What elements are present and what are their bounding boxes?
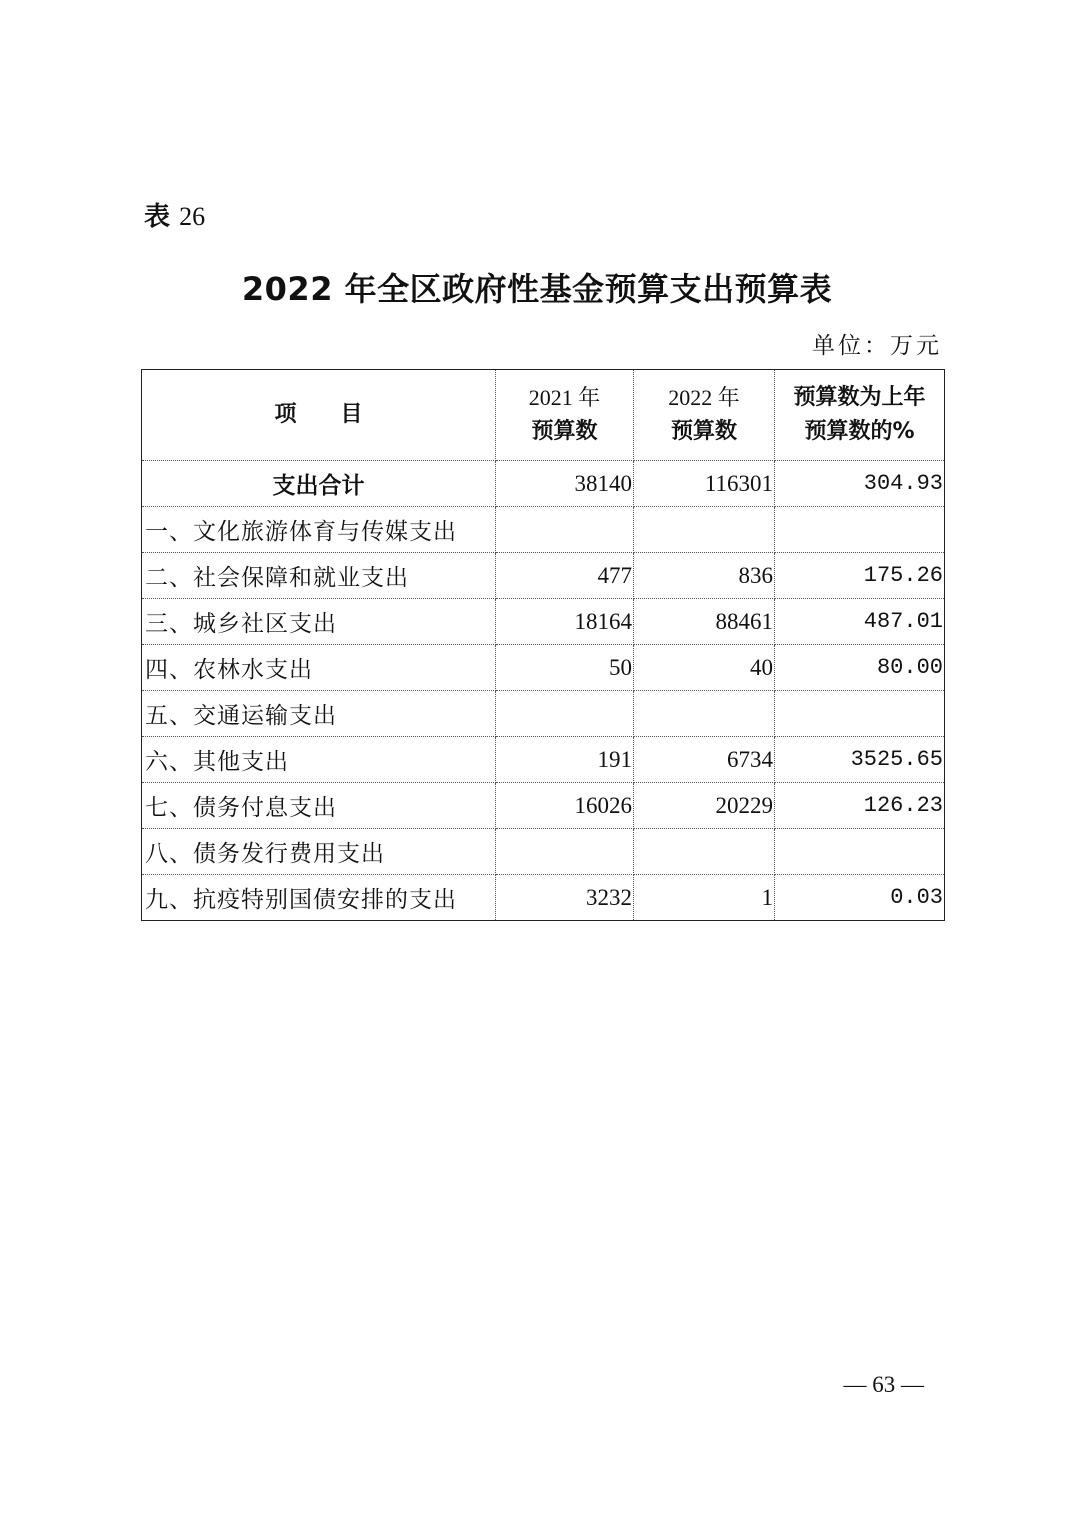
unit-label: 单位：万元 — [812, 333, 942, 359]
row-2022: 40 — [634, 645, 775, 691]
row-2022 — [634, 691, 775, 737]
page-number: — 63 — — [843, 1372, 924, 1397]
row-2021: 3232 — [496, 875, 634, 921]
header-2022-year: 2022 年 — [668, 385, 740, 410]
row-ratio: 487.01 — [775, 599, 945, 645]
table-row — [142, 599, 945, 645]
row-name: 七、债务付息支出 — [142, 783, 496, 829]
row-ratio: 80.00 — [775, 645, 945, 691]
row-2021: 16026 — [496, 783, 634, 829]
row-name: 二、社会保障和就业支出 — [142, 553, 496, 599]
header-ratio-line2: 预算数的% — [804, 419, 915, 444]
table-header-row — [142, 370, 945, 461]
row-2021: 50 — [496, 645, 634, 691]
row-ratio: 126.23 — [775, 783, 945, 829]
row-ratio — [775, 507, 945, 553]
row-2021 — [496, 829, 634, 875]
row-2022: 1 — [634, 875, 775, 921]
row-ratio: 175.26 — [775, 553, 945, 599]
table-number — [144, 196, 205, 233]
table-row-total — [142, 461, 945, 507]
row-2022 — [634, 507, 775, 553]
header-2022 — [634, 370, 775, 461]
row-2021: 477 — [496, 553, 634, 599]
row-ratio: 304.93 — [775, 461, 945, 507]
row-name: 六、其他支出 — [142, 737, 496, 783]
header-2021-year: 2021 年 — [528, 385, 601, 410]
row-name: 支出合计 — [142, 461, 496, 507]
table-row — [142, 737, 945, 783]
table-row — [142, 829, 945, 875]
row-2022: 20229 — [634, 783, 775, 829]
row-name: 四、农林水支出 — [142, 645, 496, 691]
row-ratio: 0.03 — [775, 875, 945, 921]
row-name: 九、抗疫特别国债安排的支出 — [142, 875, 496, 921]
table-row — [142, 645, 945, 691]
row-2021 — [496, 691, 634, 737]
row-2022 — [634, 829, 775, 875]
header-item: 项 目 — [142, 370, 496, 461]
header-2022-sub: 预算数 — [670, 419, 737, 444]
row-name: 一、文化旅游体育与传媒支出 — [142, 507, 496, 553]
table-row — [142, 783, 945, 829]
row-2021: 38140 — [496, 461, 634, 507]
header-ratio-line1: 预算数为上年 — [793, 385, 926, 410]
row-2022: 6734 — [634, 737, 775, 783]
row-ratio: 3525.65 — [775, 737, 945, 783]
table-label: 表 — [144, 202, 171, 232]
row-2021 — [496, 507, 634, 553]
row-name: 五、交通运输支出 — [142, 691, 496, 737]
table-row — [142, 507, 945, 553]
row-2022: 836 — [634, 553, 775, 599]
row-2022: 116301 — [634, 461, 775, 507]
page-title: 2022 年全区政府性基金预算支出预算表 — [241, 270, 833, 308]
table-row — [142, 875, 945, 921]
header-2021-sub: 预算数 — [531, 419, 598, 444]
row-2022: 88461 — [634, 599, 775, 645]
row-ratio — [775, 829, 945, 875]
header-2021 — [496, 370, 634, 461]
row-name: 八、债务发行费用支出 — [142, 829, 496, 875]
table-row — [142, 691, 945, 737]
budget-table — [141, 369, 945, 921]
table-number-value: 26 — [179, 202, 206, 231]
row-name: 三、城乡社区支出 — [142, 599, 496, 645]
row-2021: 18164 — [496, 599, 634, 645]
table-row — [142, 553, 945, 599]
row-ratio — [775, 691, 945, 737]
row-2021: 191 — [496, 737, 634, 783]
header-ratio — [775, 370, 945, 461]
